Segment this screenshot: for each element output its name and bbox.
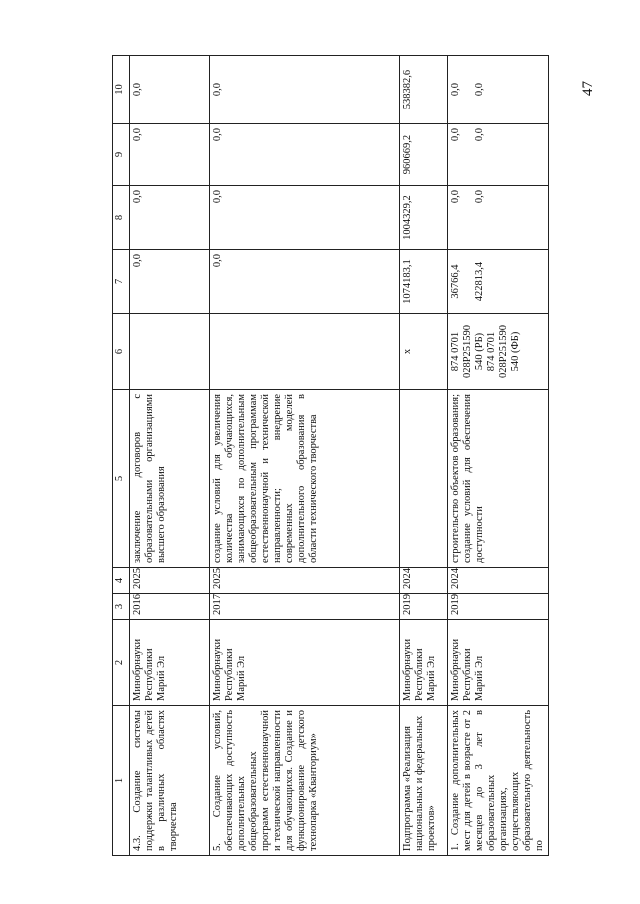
- col-header-6: 6: [113, 314, 130, 390]
- value-col10-cell: [448, 56, 549, 124]
- value-col8: 0,0: [130, 186, 210, 250]
- start-year: 2017: [210, 594, 400, 620]
- expected-result: [400, 390, 448, 568]
- start-year: 2016: [130, 594, 210, 620]
- col-header-9: 9: [113, 124, 130, 186]
- end-year: 2025: [130, 568, 210, 594]
- value-col8-rb: 0,0: [450, 190, 461, 204]
- value-col9-cell: [448, 124, 549, 186]
- budget-code: x: [400, 314, 448, 390]
- value-col9: 0,0: [130, 124, 210, 186]
- value-col7-fb: 422813,4: [474, 261, 485, 302]
- expected-result: заключение договоров с образовательными организациями высшего образования: [130, 390, 210, 568]
- col-header-5: 5: [113, 390, 130, 568]
- budget-code-rb: 874 0701 028P251590 540 (РБ): [450, 324, 485, 379]
- col-header-4: 4: [113, 568, 130, 594]
- end-year: 2024: [400, 568, 448, 594]
- budget-code-fb: 874 0701 028P251590 540 (ФБ): [486, 324, 521, 379]
- value-col8-fb: 0,0: [474, 190, 485, 204]
- value-col10: 538382,6: [400, 56, 448, 124]
- header-row: [113, 56, 130, 856]
- value-col10-rb: 0,0: [450, 82, 461, 97]
- end-year: 2025: [210, 568, 400, 594]
- col-header-10: 10: [113, 56, 130, 124]
- executor: Минобрнауки Республики Марий Эл: [400, 620, 448, 706]
- rotated-table-container: [112, 56, 545, 856]
- value-col7: 0,0: [130, 250, 210, 314]
- table-row: [130, 56, 210, 856]
- col-header-7: 7: [113, 250, 130, 314]
- col-header-3: 3: [113, 594, 130, 620]
- measure-name: 1. Создание дополнительных мест для детей в возрасте от 2 месяцев до 3 лет в образовательных организациях, осуществляющих образовательную деятельность по: [448, 706, 549, 856]
- value-col9-fb: 0,0: [474, 128, 485, 142]
- value-col9: 960669,2: [400, 124, 448, 186]
- table-row: [210, 56, 400, 856]
- budget-code: [130, 314, 210, 390]
- executor: Минобрнауки Республики Марий Эл: [448, 620, 549, 706]
- value-col10: 0,0: [130, 56, 210, 124]
- value-col10-fb: 0,0: [474, 82, 485, 97]
- col-header-2: 2: [113, 620, 130, 706]
- col-header-1: 1: [113, 706, 130, 856]
- measure-name: 4.3. Создание системы поддержки талантливых детей в различных областях творчества: [130, 706, 210, 856]
- expected-result: строительство объектов образования; создание условий для обеспечения доступности: [448, 390, 549, 568]
- measure-name: Подпрограмма «Реализация национальных и федеральных проектов»: [400, 706, 448, 856]
- value-col10: 0,0: [210, 56, 400, 124]
- value-col7-cell: [448, 250, 549, 314]
- table-row: [448, 56, 549, 856]
- program-table: [112, 55, 549, 856]
- start-year: 2019: [400, 594, 448, 620]
- value-col8-cell: [448, 186, 549, 250]
- measure-name: 5. Создание условий, обеспечивающих доступность дополнительных общеобразовательных программ естественнонаучной и технической направленности для обучающихся. Создание и функционирование детского технопарка «Кванториум»: [210, 706, 400, 856]
- value-col7: 0,0: [210, 250, 400, 314]
- table-row: [400, 56, 448, 856]
- expected-result: создание условий для увеличения количества обучающихся, занимающихся по дополнительным общеобразовательным программам естественнонаучной и технической направленности; внедрение современных моделей дополнительного образования в области технического творчества: [210, 390, 400, 568]
- start-year: 2019: [448, 594, 549, 620]
- col-header-8: 8: [113, 186, 130, 250]
- executor: Минобрнауки Республики Марий Эл: [210, 620, 400, 706]
- budget-code: [210, 314, 400, 390]
- value-col8: 1004329,2: [400, 186, 448, 250]
- value-col9-rb: 0,0: [450, 128, 461, 142]
- budget-code-cell: [448, 314, 549, 390]
- executor: Минобрнауки Республики Марий Эл: [130, 620, 210, 706]
- end-year: 2024: [448, 568, 549, 594]
- value-col9: 0,0: [210, 124, 400, 186]
- value-col7-rb: 36766,4: [450, 264, 461, 299]
- value-col7: 1074183,1: [400, 250, 448, 314]
- value-col8: 0,0: [210, 186, 400, 250]
- page-number: 47: [580, 81, 596, 96]
